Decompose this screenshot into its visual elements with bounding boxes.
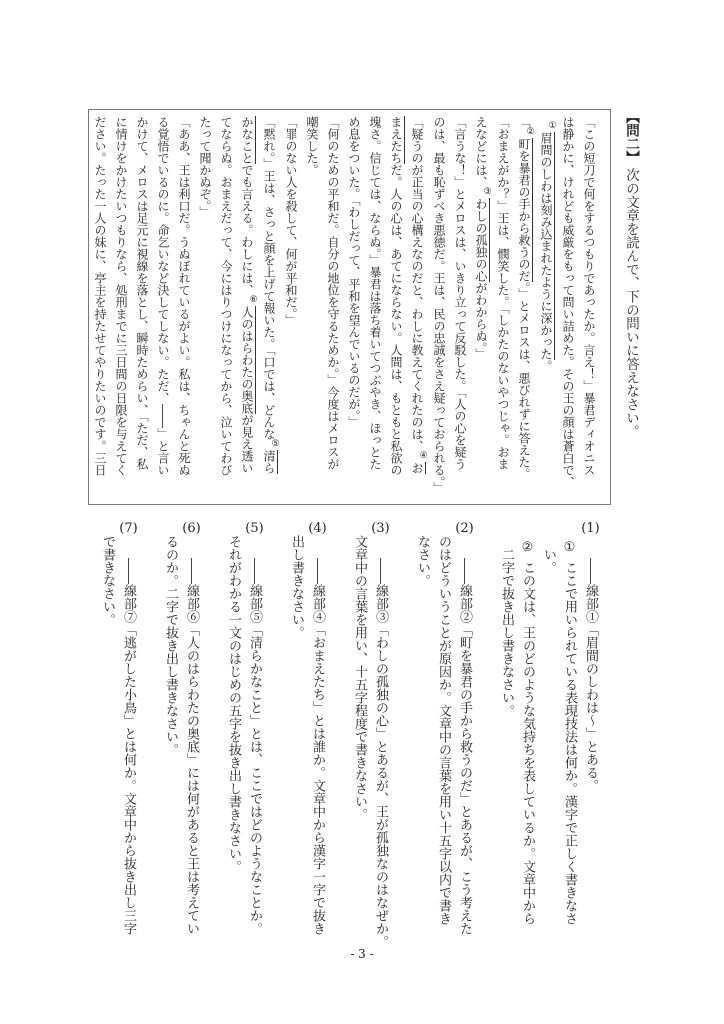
passage-text-segment: 「	[517, 116, 531, 128]
passage-text-segment: 「黙れ。」王は、さっと顔を上げて報いた。「口では、どんな	[262, 116, 276, 440]
passage-text-segment: 「言うな！」とメロスは、いきり立って反駁した。「人の心を疑う	[453, 116, 467, 470]
question-line	[181, 518, 202, 948]
underline-marker: ⑥	[249, 295, 258, 305]
question-list	[90, 518, 601, 948]
passage-text-segment: 嘲笑した。	[305, 116, 319, 176]
underlined-phrase: かなこと	[240, 116, 254, 164]
question-text: ――線部①「眉間のしわは〜」とある。	[583, 558, 598, 792]
question-text: ――線部④「おまえたち」とは誰か。文章中から漢字一字で抜き	[310, 558, 325, 935]
question-label: (4)	[308, 521, 327, 536]
passage-text-segment: 「ああ、王は利口だ。うぬぼれているがよい。私は、ちゃんと死ぬ	[177, 116, 191, 476]
passage-line	[578, 116, 599, 502]
passage-line	[449, 116, 470, 502]
question-text: のはどういうことが原因か。文章中の言葉を用い十五字以内で書き	[436, 535, 451, 925]
question-text: ――線部⑤「清らかなこと」とは、ここではどのようなことか。	[247, 558, 262, 935]
passage-line	[343, 116, 364, 502]
question-label: (5)	[245, 521, 264, 536]
sub-question-line	[559, 518, 580, 948]
question-text: それがわかる一文のはじめの五字を抜き出し書きなさい。	[226, 535, 241, 873]
passage-line	[194, 116, 215, 502]
underline-marker: ②	[526, 127, 535, 137]
sub-question-text: い。	[541, 548, 556, 574]
question-label: (1)	[581, 521, 600, 536]
underline-marker: ③	[483, 187, 492, 197]
question-label: (3)	[371, 521, 390, 536]
question-label: (2)	[455, 521, 474, 536]
question-text: で書きなさい。	[100, 535, 115, 626]
sub-question-line	[496, 518, 517, 948]
passage-line	[428, 116, 449, 502]
question-line	[160, 518, 181, 948]
question-text: るのか。二字で抜き出し書きなさい。	[163, 535, 178, 756]
passage-text-segment: め息をついた。「わしだって、平和を望んでいるのだが。」	[347, 116, 361, 428]
question-line	[433, 518, 454, 948]
passage-text-segment: が見え透い	[240, 414, 254, 474]
question-text: ――線部③「わしの孤独の心」とあるが、王が孤独なのはなぜか。	[373, 558, 388, 948]
underlined-phrase: 眉間のしわは刻み込まれたように深かった	[539, 132, 553, 360]
question-line	[244, 518, 265, 948]
question-item	[223, 518, 265, 948]
passage-text-segment: てならぬ。おまえだって、今にはりつけになってから、泣いてわび	[219, 116, 233, 476]
underlined-phrase: お	[410, 462, 424, 474]
underlined-phrase: まえたち	[389, 116, 403, 164]
underlined-phrase: 人のはらわたの奥底	[240, 306, 254, 414]
question-item	[349, 518, 391, 948]
underline-marker: ①	[548, 121, 557, 131]
passage-text-segment: に情けをかけたいつもりなら、処刑までに三日間の日限を与えてく	[114, 116, 128, 476]
question-text: 出し書きなさい。	[289, 535, 304, 639]
question-item	[286, 518, 328, 948]
passage-line	[535, 116, 557, 502]
sub-question-number: ①	[562, 540, 577, 555]
question-heading	[620, 110, 641, 510]
passage-text-segment: は静かに、けれども威厳をもって問い詰めた。その王の顔は蒼白で、	[561, 116, 575, 488]
question-text: なさい。	[415, 535, 430, 587]
question-line	[454, 518, 475, 948]
passage-line	[110, 116, 131, 502]
passage-line	[492, 116, 513, 502]
sub-question-line	[538, 518, 559, 948]
passage-text-segment: だ。人の心は、あてにならない。人間は、もともと私欲の	[389, 164, 403, 476]
underlined-phrase: 清ら	[262, 450, 276, 474]
question-label: (7)	[119, 521, 138, 536]
passage-text-segment: 塊さ。信じては、ならぬ。」暴君は落ち着いてつぶやき、ほっとた	[368, 116, 382, 470]
underline-marker: ⑤	[271, 439, 280, 449]
question-line	[412, 518, 433, 948]
passage-box	[88, 109, 611, 505]
passage-line	[258, 116, 280, 502]
passage-text-segment: のは、最も恥ずべき悪徳だ。王は、民の忠誠をさえ疑っておられる。」	[432, 116, 446, 494]
passage-text-segment: がわからぬ。」	[474, 282, 488, 360]
passage-line	[152, 116, 173, 502]
passage-line	[557, 116, 578, 502]
passage-line	[470, 116, 492, 502]
question-line	[349, 518, 370, 948]
passage-text-segment: 「何のための平和だ。自分の地位を守るためか。」今度はメロスが	[326, 116, 340, 470]
passage-line	[322, 116, 343, 502]
underlined-phrase: わしの孤独の心	[474, 198, 488, 282]
question-line	[580, 518, 601, 948]
passage-text-segment: たって聞かぬぞ。」	[198, 116, 212, 218]
passage-text-segment: かけて、メロスは足元に視線を落とし、瞬時ためらい、「ただ、私	[135, 116, 149, 470]
passage-line	[215, 116, 236, 502]
passage-text-segment: る覚悟でいるのに。命乞いなど決してしない。ただ、――」と言い	[156, 116, 170, 476]
passage-line	[301, 116, 322, 502]
question-number: 【問二】	[623, 110, 639, 164]
passage-text-segment: 「この短刀で何をするつもりであったか。言え！」暴君ディオニス	[582, 116, 596, 476]
passage-line	[173, 116, 194, 502]
passage-text-segment: ださい。たった一人の妹に、亭主を持たせてやりたいのです。三日	[93, 116, 107, 476]
passage-line	[385, 116, 406, 502]
passage-line	[131, 116, 152, 502]
question-item	[160, 518, 202, 948]
sub-question-text: 二字で抜き出し書きなさい。	[499, 548, 514, 717]
question-line	[223, 518, 244, 948]
passage-text-segment: 。	[539, 360, 553, 372]
passage-line	[280, 116, 301, 502]
passage-line	[513, 116, 535, 502]
passage-text-segment: 「疑うのが正当の心構えなのだと、わしに教えてくれたのは、	[410, 116, 424, 452]
question-item	[412, 518, 475, 948]
instruction-text: 次の文章を読んで、下の問いに答えなさい。	[623, 168, 639, 439]
page-number: - 3 -	[350, 947, 374, 961]
passage-text-segment: 「おまえがか？」王は、憫笑した。「しかたのないやつじゃ。おま	[496, 116, 510, 470]
question-item	[496, 518, 601, 948]
underlined-phrase: 町を暴君の手から救うのだ	[517, 138, 531, 282]
passage-line	[406, 116, 428, 502]
question-text: 文章中の言葉を用い、十五字程度で書きなさい。	[352, 535, 367, 821]
passage-line	[89, 116, 110, 502]
question-text: ――線部⑦「逃がした小鳥」とは何か。文章中から抜き出し三字	[121, 558, 136, 935]
question-item	[97, 518, 139, 948]
question-text: ――線部②「町を暴君の手から救うのだ」とあるが、こう考えた	[457, 558, 472, 935]
sub-question-text: この文は、王のどのような気持ちを表しているか。文章中から	[520, 561, 535, 925]
question-line	[370, 518, 391, 948]
passage-line	[364, 116, 385, 502]
sub-question-number: ②	[520, 540, 535, 555]
question-line	[118, 518, 139, 948]
underline-marker: ④	[419, 451, 428, 461]
sub-question-line	[517, 518, 538, 948]
question-line	[97, 518, 118, 948]
passage-text-segment: でも言える。わしには、	[240, 164, 254, 296]
question-text: ――線部⑥「人のはらわたの奥底」には何があると王は考えてい	[184, 558, 199, 935]
question-line	[286, 518, 307, 948]
passage-line	[236, 116, 258, 502]
question-label: (6)	[182, 521, 201, 536]
passage-text-segment: 「罪のない人を殺して、何が平和だ。」	[284, 116, 298, 326]
question-line	[307, 518, 328, 948]
passage-text	[89, 116, 599, 502]
passage-text-segment: 。」とメロスは、悪びれずに答えた。	[517, 282, 531, 480]
passage-text-segment: えなどには、	[474, 116, 488, 188]
sub-question-text: ここで用いられている表現技法は何か。漢字で正しく書きなさ	[562, 561, 577, 925]
